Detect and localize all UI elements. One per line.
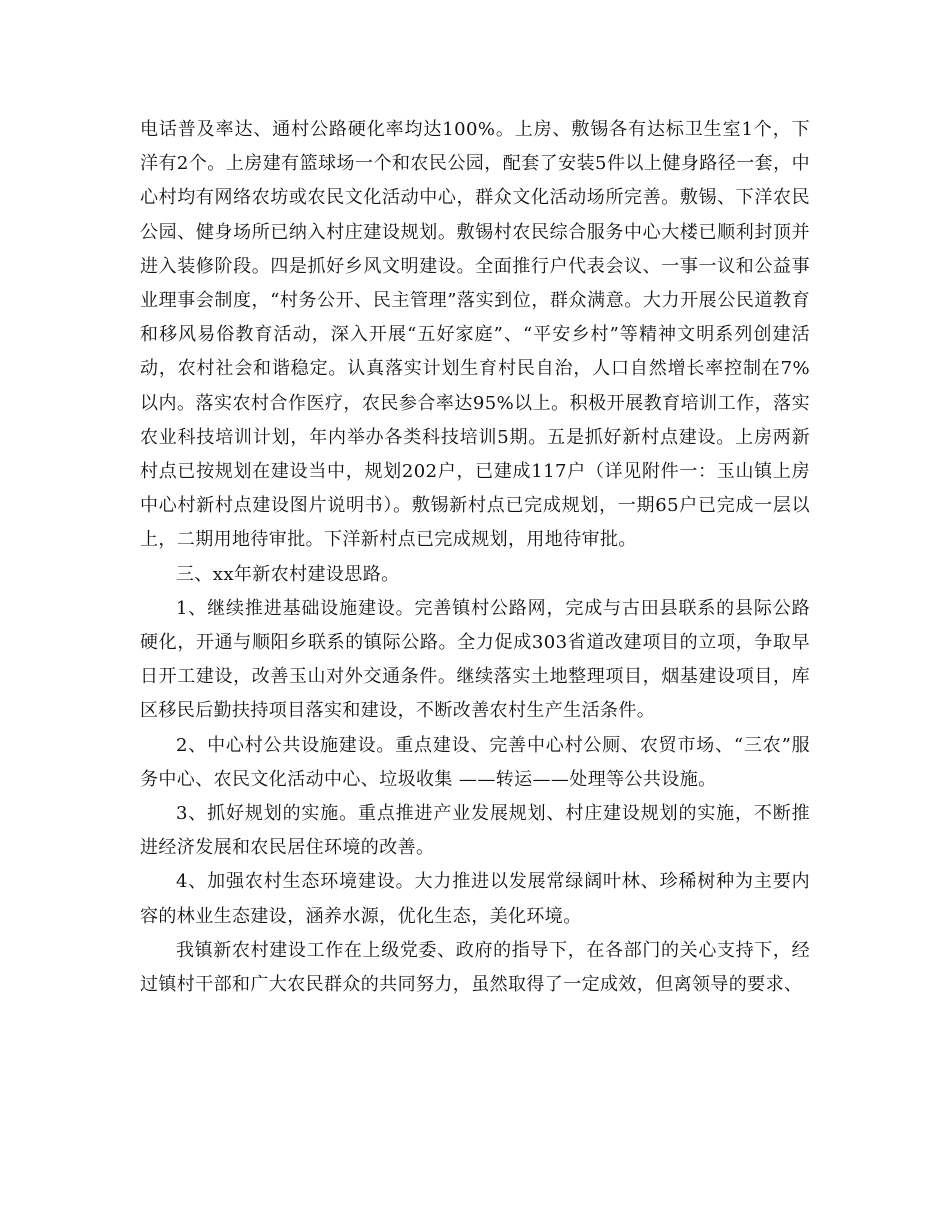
paragraph-item-1: 1、继续推进基础设施建设。完善镇村公路网，完成与古田县联系的县际公路硬化，开通与顺阳乡联系的镇际公路。全力促成303省道改建项目的立项，争取早日开工建设，改善玉山对外交通条件。继续落实土地整理项目，烟基建设项目，库区移民后勤扶持项目落实和建设，不断改善农村生产生活条件。 [140, 597, 810, 722]
paragraph-item-3: 3、抓好规划的实施。重点推进产业发展规划、村庄建设规划的实施，不断推进经济发展和农民居住环境的改善。 [140, 803, 810, 859]
document-body [140, 113, 810, 1002]
paragraph-item-2: 2、中心村公共设施建设。重点建设、完善中心村公厕、农贸市场、“三农”服务中心、农民文化活动中心、垃圾收集 ——转运——处理等公共设施。 [140, 734, 810, 790]
paragraph-1: 电话普及率达、通村公路硬化率均达100%。上房、敷锡各有达标卫生室1个，下洋有2个。上房建有篮球场一个和农民公园，配套了安装5件以上健身路径一套，中心村均有网络农坊或农民文化活动中心，群众文化活动场所完善。敷锡、下洋农民公园、健身场所已纳入村庄建设规划。敷锡村农民综合服务中心大楼已顺利封顶并进入装修阶段。四是抓好乡风文明建设。全面推行户代表会议、一事一议和公益事业理事会制度，“村务公开、民主管理”落实到位，群众满意。大力开展公民道教育和移风易俗教育活动，深入开展“五好家庭”、“平安乡村”等精神文明系列创建活动，农村社会和谐稳定。认真落实计划生育村民自治，人口自然增长率控制在7%以内。落实农村合作医疗，农民参合率达95%以上。积极开展教育培训工作，落实农业科技培训计划，年内举办各类科技培训5期。五是抓好新村点建设。上房两新村点已按规划在建设当中，规划202户，已建成117户（详见附件一：玉山镇上房中心村新村点建设图片说明书）。敷锡新村点已完成规划，一期65户已完成一层以上，二期用地待审批。下洋新村点已完成规划，用地待审批。 [140, 119, 810, 551]
section-heading-3: 三、xx年新农村建设思路。 [176, 563, 400, 585]
paragraph-item-4: 4、加强农村生态环境建设。大力推进以发展常绿阔叶林、珍稀树种为主要内容的林业生态建设，涵养水源，优化生态，美化环境。 [140, 871, 810, 927]
paragraph-closing: 我镇新农村建设工作在上级党委、政府的指导下，在各部门的关心支持下，经过镇村干部和广大农民群众的共同努力，虽然取得了一定成效，但离领导的要求、 [140, 939, 810, 996]
